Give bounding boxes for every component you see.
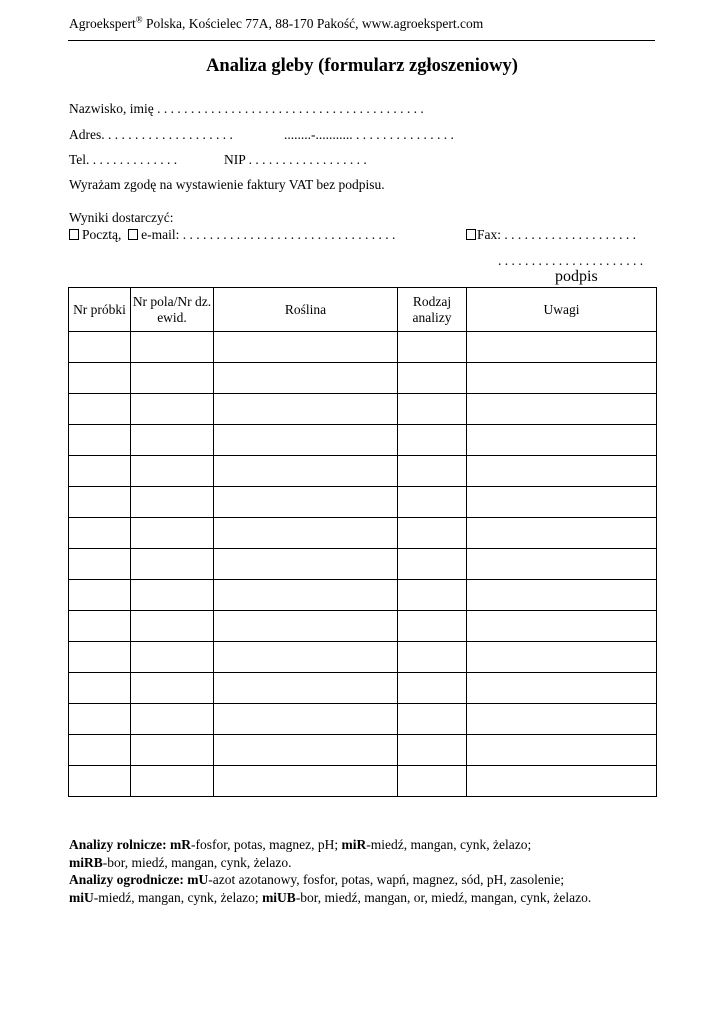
notes-cell[interactable] (467, 549, 657, 580)
analysis-type-cell[interactable] (398, 425, 467, 456)
name-field[interactable]: Nazwisko, imię . . . . . . . . . . . . . . . . . . . . . . . . . . . . . . . . . . . . . . . . (69, 101, 424, 116)
field-no-cell[interactable] (131, 518, 214, 549)
address-field[interactable]: Adres. . . . . . . . . . . . . . . . . . . . (69, 127, 233, 142)
plant-cell[interactable] (214, 425, 398, 456)
sample-no-cell[interactable] (69, 704, 131, 735)
table-header-row (69, 288, 657, 332)
col-header-notes: Uwagi (467, 288, 657, 332)
notes-cell[interactable] (467, 673, 657, 704)
field-no-cell[interactable] (131, 642, 214, 673)
field-no-cell[interactable] (131, 673, 214, 704)
analysis-type-cell[interactable] (398, 642, 467, 673)
table-body (69, 332, 657, 797)
desc-miU: -miedź, mangan, cynk, żelazo; (93, 889, 263, 905)
sample-no-cell[interactable] (69, 549, 131, 580)
col-header-field-no: Nr pola/Nr dz. ewid. (131, 288, 214, 332)
sample-no-cell[interactable] (69, 580, 131, 611)
delivery-options (69, 227, 395, 243)
sample-no-cell[interactable] (69, 642, 131, 673)
plant-cell[interactable] (214, 580, 398, 611)
notes-cell[interactable] (467, 735, 657, 766)
code-miU: miU (69, 889, 94, 905)
notes-cell[interactable] (467, 766, 657, 797)
field-no-cell[interactable] (131, 580, 214, 611)
plant-cell[interactable] (214, 673, 398, 704)
company-header (69, 16, 483, 32)
analysis-type-cell[interactable] (398, 611, 467, 642)
plant-cell[interactable] (214, 704, 398, 735)
postcode-field[interactable]: ........-........... . . . . . . . . . . . . . . . (284, 127, 454, 142)
notes-cell[interactable] (467, 332, 657, 363)
company-name: Agroekspert (69, 16, 136, 31)
field-no-cell[interactable] (131, 456, 214, 487)
field-no-cell[interactable] (131, 704, 214, 735)
table-row (69, 518, 657, 549)
legend-horti-label: Analizy ogrodnicze: (69, 872, 184, 888)
field-no-cell[interactable] (131, 425, 214, 456)
desc-mR: -fosfor, potas, magnez, pH; (190, 837, 342, 852)
notes-cell[interactable] (467, 487, 657, 518)
legend-agri-label: Analizy rolnicze: (69, 837, 167, 852)
table-row (69, 425, 657, 456)
plant-cell[interactable] (214, 456, 398, 487)
plant-cell[interactable] (214, 363, 398, 394)
fax-checkbox[interactable] (466, 229, 476, 240)
table-row (69, 363, 657, 394)
email-checkbox[interactable] (128, 229, 138, 240)
fax-field[interactable]: Fax: . . . . . . . . . . . . . . . . . . . . (477, 227, 637, 242)
sample-no-cell[interactable] (69, 487, 131, 518)
analysis-type-cell[interactable] (398, 580, 467, 611)
vat-consent-text: Wyrażam zgodę na wystawienie faktury VAT bez podpisu. (69, 177, 385, 192)
analysis-type-cell[interactable] (398, 363, 467, 394)
desc-miUB: -bor, miedź, mangan, or, miedź, mangan, cynk, żelazo. (295, 889, 592, 905)
registered-mark: ® (135, 14, 143, 25)
table-row (69, 611, 657, 642)
table-row (69, 332, 657, 363)
table-row (69, 642, 657, 673)
samples-table (68, 287, 657, 797)
field-no-cell[interactable] (131, 487, 214, 518)
table-row (69, 704, 657, 735)
legend-line-2 (69, 854, 669, 872)
sample-no-cell[interactable] (69, 425, 131, 456)
notes-cell[interactable] (467, 425, 657, 456)
plant-cell[interactable] (214, 642, 398, 673)
code-miRB: miRB (69, 854, 103, 870)
signature-line[interactable]: . . . . . . . . . . . . . . . . . . . . . . (498, 253, 644, 268)
notes-cell[interactable] (467, 394, 657, 425)
sample-no-cell[interactable] (69, 394, 131, 425)
analysis-type-cell[interactable] (398, 456, 467, 487)
field-no-cell[interactable] (131, 363, 214, 394)
analysis-type-cell[interactable] (398, 518, 467, 549)
header-rule (68, 40, 655, 41)
table-row (69, 487, 657, 518)
analysis-type-cell[interactable] (398, 332, 467, 363)
company-address: Polska, Kościelec 77A, 88-170 Pakość, www.agroekspert.com (142, 16, 484, 31)
code-miR: miR (341, 837, 367, 852)
analysis-legend (69, 836, 669, 906)
nip-field[interactable]: NIP . . . . . . . . . . . . . . . . . . (224, 152, 367, 167)
phone-field[interactable]: Tel. . . . . . . . . . . . . . (69, 152, 178, 167)
desc-mU: -azot azotanowy, fosfor, potas, wapń, magnez, sód, pH, zasolenie; (208, 872, 565, 888)
fax-option (466, 227, 636, 243)
code-mR: mR (169, 837, 191, 852)
desc-miRB: -bor, miedź, mangan, cynk, żelazo. (102, 854, 292, 870)
code-miUB: miUB (262, 889, 296, 905)
notes-cell[interactable] (467, 704, 657, 735)
table-row (69, 549, 657, 580)
col-header-sample-no: Nr próbki (69, 288, 131, 332)
table-row (69, 456, 657, 487)
plant-cell[interactable] (214, 487, 398, 518)
legend-line-4 (69, 889, 669, 907)
analysis-type-cell[interactable] (398, 394, 467, 425)
page-title: Analiza gleby (formularz zgłoszeniowy) (206, 56, 518, 76)
plant-cell[interactable] (214, 549, 398, 580)
notes-cell[interactable] (467, 611, 657, 642)
notes-cell[interactable] (467, 580, 657, 611)
sample-no-cell[interactable] (69, 673, 131, 704)
plant-cell[interactable] (214, 611, 398, 642)
desc-miR: -miedź, mangan, cynk, żelazo; (366, 837, 532, 852)
field-no-cell[interactable] (131, 735, 214, 766)
analysis-type-cell[interactable] (398, 487, 467, 518)
sample-no-cell[interactable] (69, 518, 131, 549)
post-checkbox[interactable] (69, 229, 79, 240)
col-header-analysis-type: Rodzaj analizy (398, 288, 467, 332)
sample-no-cell[interactable] (69, 735, 131, 766)
post-option-label: Pocztą, (82, 227, 122, 242)
sample-no-cell[interactable] (69, 456, 131, 487)
sample-no-cell[interactable] (69, 611, 131, 642)
table-row (69, 580, 657, 611)
table-row (69, 735, 657, 766)
signature-label: podpis (555, 268, 598, 285)
field-no-cell[interactable] (131, 766, 214, 797)
field-no-cell[interactable] (131, 549, 214, 580)
plant-cell[interactable] (214, 332, 398, 363)
table-row (69, 766, 657, 797)
field-no-cell[interactable] (131, 394, 214, 425)
plant-cell[interactable] (214, 766, 398, 797)
analysis-type-cell[interactable] (398, 549, 467, 580)
field-no-cell[interactable] (131, 611, 214, 642)
results-delivery-label: Wyniki dostarczyć: (69, 210, 174, 225)
analysis-type-cell[interactable] (398, 704, 467, 735)
col-header-plant: Roślina (214, 288, 398, 332)
notes-cell[interactable] (467, 518, 657, 549)
analysis-type-cell[interactable] (398, 735, 467, 766)
sample-no-cell[interactable] (69, 332, 131, 363)
code-mU: mU (187, 872, 209, 888)
sample-no-cell[interactable] (69, 363, 131, 394)
legend-line-1 (69, 836, 669, 854)
notes-cell[interactable] (467, 363, 657, 394)
notes-cell[interactable] (467, 456, 657, 487)
plant-cell[interactable] (214, 394, 398, 425)
plant-cell[interactable] (214, 518, 398, 549)
notes-cell[interactable] (467, 642, 657, 673)
legend-line-3 (69, 871, 669, 889)
field-no-cell[interactable] (131, 332, 214, 363)
sample-no-cell[interactable] (69, 766, 131, 797)
plant-cell[interactable] (214, 735, 398, 766)
email-field[interactable]: e-mail: . . . . . . . . . . . . . . . . . . . . . . . . . . . . . . . . (141, 227, 396, 242)
analysis-type-cell[interactable] (398, 673, 467, 704)
table-row (69, 673, 657, 704)
analysis-type-cell[interactable] (398, 766, 467, 797)
table-row (69, 394, 657, 425)
